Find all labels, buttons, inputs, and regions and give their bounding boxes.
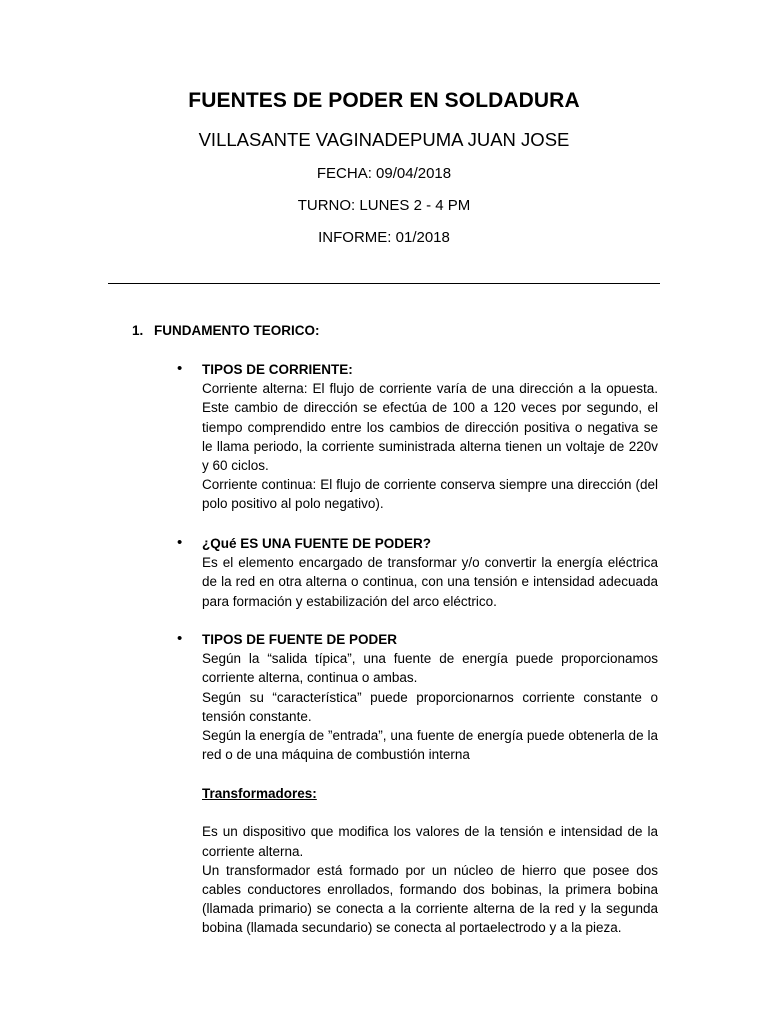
item-heading: TIPOS DE CORRIENTE: <box>202 362 353 377</box>
shift-line: TURNO: LUNES 2 - 4 PM <box>297 197 471 214</box>
paragraph: Según la “salida típica”, una fuente de energía puede proporcionamos corriente alterna, continua o ambas. <box>202 651 658 686</box>
subsection-heading: Transformadores: <box>202 786 317 801</box>
date-line: FECHA: 09/04/2018 <box>316 165 452 182</box>
item-que-es-fuente <box>202 534 658 611</box>
report-number-line: INFORME: 01/2018 <box>318 229 450 246</box>
item-heading: TIPOS DE FUENTE DE PODER <box>202 632 398 647</box>
subsection-transformadores <box>202 784 658 938</box>
section-title: FUNDAMENTO TEORICO: <box>154 323 320 338</box>
bullet-icon: • <box>177 360 183 377</box>
author-name: VILLASANTE VAGINADEPUMA JUAN JOSE <box>198 129 570 150</box>
bullet-icon: • <box>177 534 183 551</box>
paragraph: Es un dispositivo que modifica los valores de la tensión e intensidad de la corriente alterna. <box>202 824 658 859</box>
document-title: FUENTES DE PODER EN SOLDADURA <box>188 89 580 112</box>
paragraph: Según la energía de ”entrada”, una fuente de energía puede obtenerla de la red o de una máquina de combustión interna <box>202 728 658 763</box>
bullet-icon: • <box>177 630 183 647</box>
section-number: 1. <box>132 323 144 338</box>
paragraph: Un transformador está formado por un núcleo de hierro que posee dos cables conductores enrollados, formando dos bobinas, la primera bobina (llamada primario) se conecta a la corriente alterna de la red y la segunda bobina (llamada secundario) se conecta al portaelectrodo y a la pieza. <box>202 862 658 936</box>
item-tipos-corriente <box>202 360 658 514</box>
item-tipos-fuente <box>202 630 658 764</box>
section-heading <box>132 321 320 340</box>
paragraph: Corriente continua: El flujo de corriente conserva siempre una dirección (del polo positivo al polo negativo). <box>202 477 658 512</box>
paragraph: Es el elemento encargado de transformar y/o convertir la energía eléctrica de la red en otra alterna o continua, con una tensión e intensidad adecuada para formación y estabilización del arco eléctrico. <box>202 555 658 609</box>
paragraph: Según su “característica” puede proporcionarnos corriente constante o tensión constante. <box>202 689 658 724</box>
item-heading: ¿Qué ES UNA FUENTE DE PODER? <box>202 536 432 551</box>
paragraph: Corriente alterna: El flujo de corriente varía de una dirección a la opuesta. Este cambio de dirección se efectúa de 100 a 120 veces por segundo, el tiempo comprendido entre los cambios de dirección positiva o negativa se le llama periodo, la corriente suministrada alterna tienen un voltaje de 220v y 60 ciclos. <box>202 381 658 474</box>
header-divider <box>108 283 660 284</box>
